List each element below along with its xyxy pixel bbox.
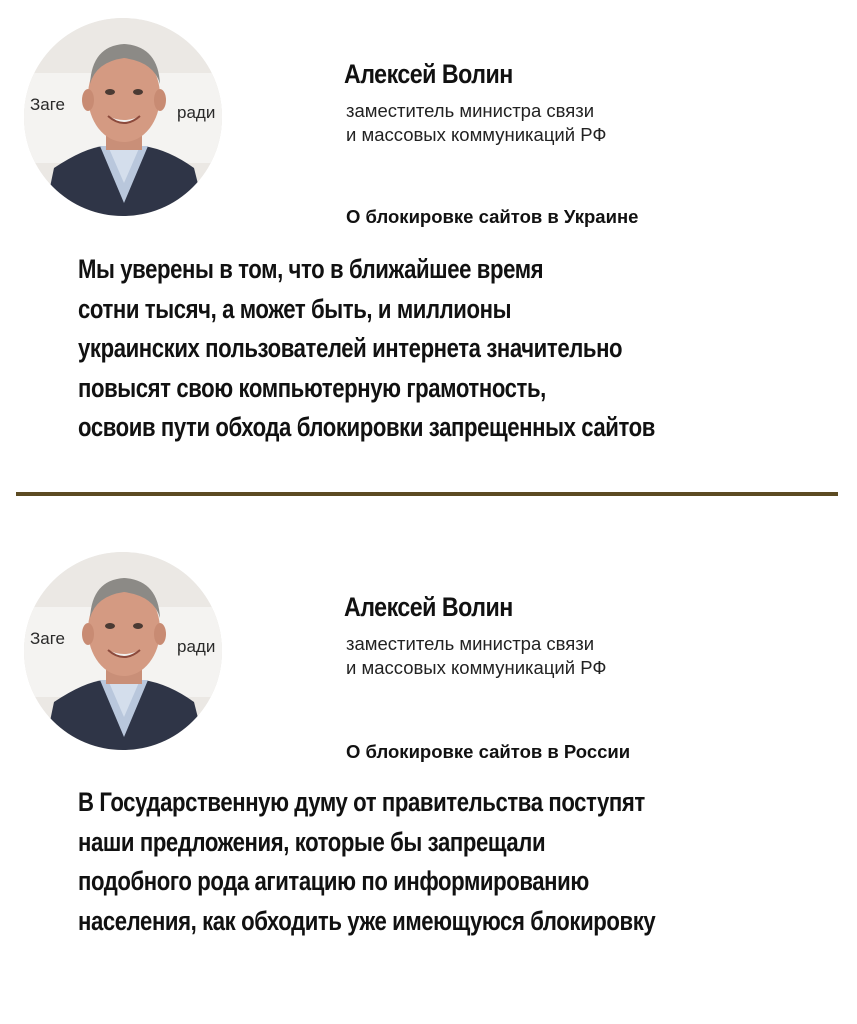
person-name: Алексей Волин xyxy=(344,59,513,89)
person-name: Алексей Волин xyxy=(344,592,513,622)
background-sign-right: ради xyxy=(177,637,216,656)
statement-topic: О блокировке сайтов в России xyxy=(346,741,631,762)
position-line: и массовых коммуникаций РФ xyxy=(346,657,607,678)
statement-card-ukraine xyxy=(0,0,857,490)
quote-line: украинских пользователей интернета значительно xyxy=(78,333,623,363)
quote-line: Мы уверены в том, что в ближайшее время xyxy=(78,254,544,284)
quote-line: наши предложения, которые бы запрещали xyxy=(78,826,546,857)
person-position xyxy=(346,99,606,147)
avatar-photo xyxy=(24,552,222,750)
quote-line: освоив пути обхода блокировки запрещенных сайтов xyxy=(78,412,655,442)
quote-text xyxy=(78,783,655,941)
quote-line: сотни тысяч, а может быть, и миллионы xyxy=(78,293,512,324)
statement-topic: О блокировке сайтов в Украине xyxy=(346,206,639,227)
portrait-image xyxy=(24,552,222,750)
person-position xyxy=(346,632,606,680)
section-divider xyxy=(16,492,838,496)
quote-line: подобного рода агитацию по информированию xyxy=(78,866,589,896)
quote-line: повысят свою компьютерную грамотность, xyxy=(78,372,546,403)
background-sign-left: Заге xyxy=(30,629,66,648)
statement-card-russia xyxy=(0,500,857,1024)
background-sign-left: Заге xyxy=(30,95,66,114)
position-line: и массовых коммуникаций РФ xyxy=(346,124,607,145)
position-line: заместитель министра связи xyxy=(346,633,595,654)
quote-line: В Государственную думу от правительства поступят xyxy=(78,787,645,817)
quote-text xyxy=(78,250,655,448)
background-sign-right: ради xyxy=(177,103,216,122)
quote-line: населения, как обходить уже имеющуюся блокировку xyxy=(78,905,656,936)
position-line: заместитель министра связи xyxy=(346,100,595,121)
avatar-photo xyxy=(24,18,222,216)
portrait-image xyxy=(24,18,222,216)
